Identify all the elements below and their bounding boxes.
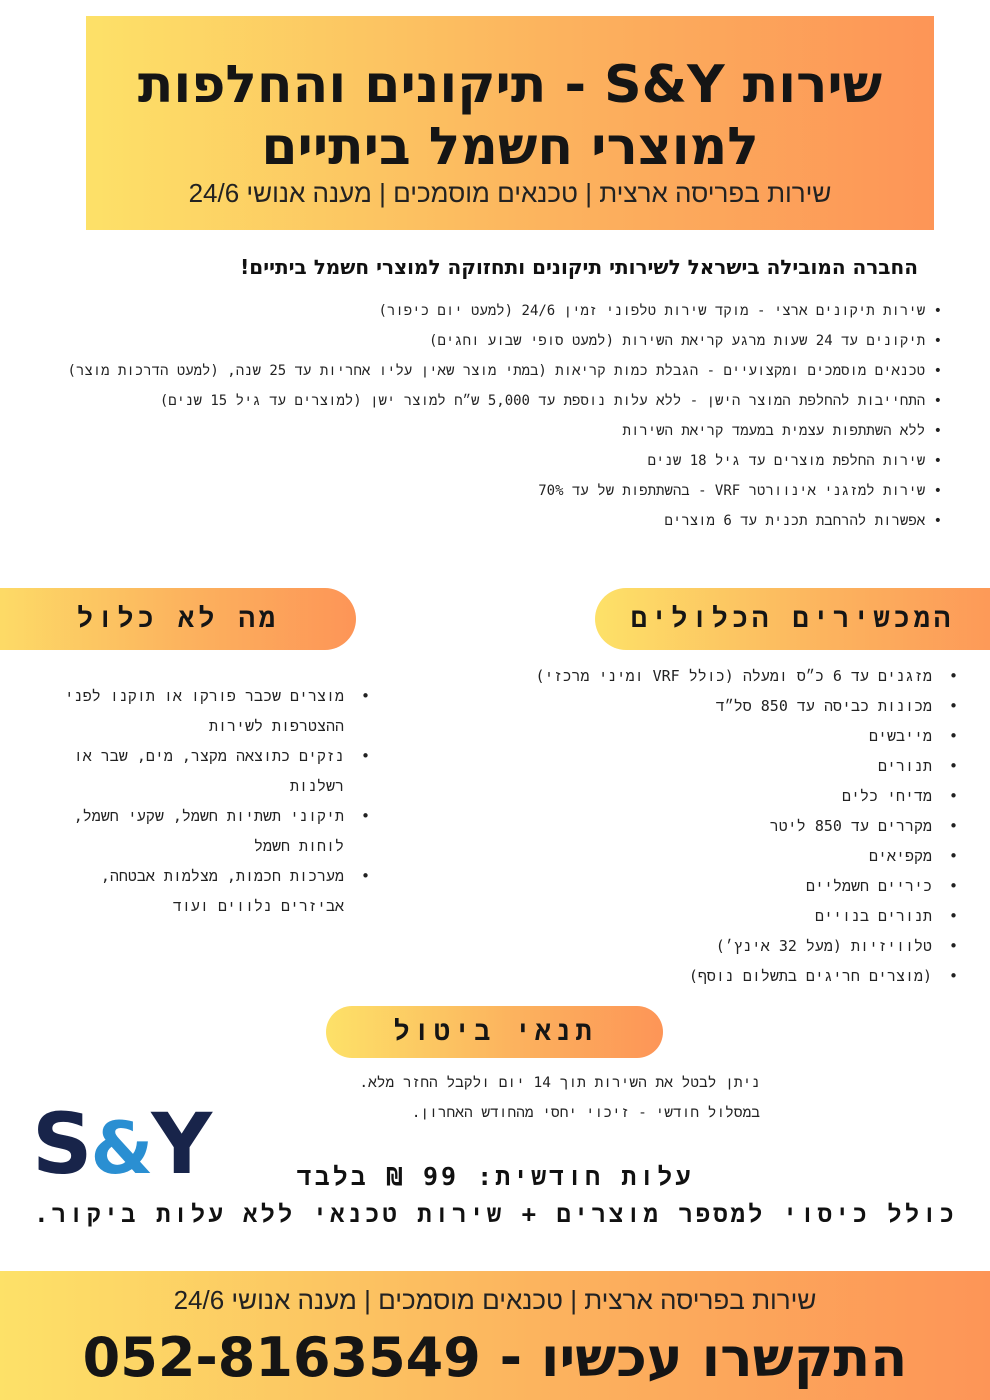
cancellation-heading: תנאי ביטול [326,1006,663,1058]
list-item: • תנורים בנויים [518,901,968,931]
included-devices-list [518,661,968,991]
logo-letter-y: Y [151,1095,211,1193]
logo-letter-s: S [32,1095,91,1193]
feature-item: • התחייבות להחלפת המוצר הישן - ללא עלות נוספת עד 5,000 ש״ח למוצר ישן (למוצרים עד גיל 15 שנים) [27,386,942,416]
cancellation-line-2: במסלול חודשי - זיכוי יחסי מהחודש האחרון. [411,1105,760,1121]
feature-item: • שירות החלפת מוצרים עד גיל 18 שנים [27,446,942,476]
cancellation-line-1: ניתן לבטל את השירות תוך 14 יום ולקבל החזר מלא. [359,1075,760,1091]
title-line-2: למוצרי חשמל ביתיים [261,117,759,177]
list-item: • תנורים [518,751,968,781]
list-item: • טלוויזיות (מעל 32 אינץ׳) [518,931,968,961]
not-included-list [50,681,380,921]
feature-item: • שירות תיקונים ארצי - מוקד שירות טלפוני זמין 24/6 (למעט יום כיפור) [27,296,942,326]
list-item: • מזגנים עד 6 כ״ס ומעלה (כולל VRF ומיני מרכזי) [518,661,968,691]
monthly-price: עלות חודשית: 99 ₪ בלבד [296,1162,694,1191]
list-item: • (מוצרים חריגים בתשלום נוסף) [518,961,968,991]
feature-item: • טכנאים מוסמכים ומקצועיים - הגבלת כמות קריאות (במתי מוצר שאין עליו אחריות עד 25 שנה, (למעט הדרכות מוצר) [27,356,942,386]
sy-logo [32,1094,232,1194]
call-to-action-phone[interactable]: התקשרו עכשיו - 052-8163549 [82,1326,908,1389]
list-item: • תיקוני תשתיות חשמל, שקעי חשמל, לוחות חשמל [50,801,380,861]
cancellation-terms [300,1068,760,1128]
intro-heading: החברה המובילה בישראל לשירותי תיקונים ותחזוקה למוצרי חשמל ביתיים! [240,255,918,279]
list-item: • מייבשים [518,721,968,751]
page-title [86,16,934,178]
title-line-1: שירות S&Y - תיקונים והחלפות [137,55,883,115]
list-item: • מקררים עד 850 ליטר [518,811,968,841]
included-devices-heading: המכשירים הכלולים [595,588,990,650]
list-item: • מקפיאים [518,841,968,871]
list-item: • נזקים כתוצאה מקצר, מים, שבר או רשלנות [50,741,380,801]
list-item: • כיריים חשמליים [518,871,968,901]
footer-banner [0,1271,990,1400]
coverage-note: כולל כיסוי למספר מוצרים + שירות טכנאי ללא עלות ביקור. [34,1200,957,1228]
list-item: • מוצרים שכבר פורקו או תוקנו לפני ההצטרפות לשירות [50,681,380,741]
not-included-heading: מה לא כלול [0,588,356,650]
feature-item: • ללא השתתפות עצמית במעמד קריאת השירות [27,416,942,446]
header-subtitle: שירות בפריסה ארצית | טכנאים מוסמכים | מענה אנושי 24/6 [188,178,832,208]
feature-item: • שירות למזגני אינוורטר VRF - בהשתתפות של עד 70% [27,476,942,506]
list-item: • מכונות כביסה עד 850 סל״ד [518,691,968,721]
list-item: • מערכות חכמות, מצלמות אבטחה, אביזרים נלווים ועוד [50,861,380,921]
feature-item: • אפשרות להרחבת תכנית עד 6 מוצרים [27,506,942,536]
logo-ampersand: & [90,1106,152,1190]
list-item: • מדיחי כלים [518,781,968,811]
feature-item: • תיקונים עד 24 שעות מרגע קריאת השירות (למעט סופי שבוע וחגים) [27,326,942,356]
header-banner [86,16,934,230]
features-list [27,296,942,536]
footer-subtitle: שירות בפריסה ארצית | טכנאים מוסמכים | מענה אנושי 24/6 [173,1285,817,1315]
